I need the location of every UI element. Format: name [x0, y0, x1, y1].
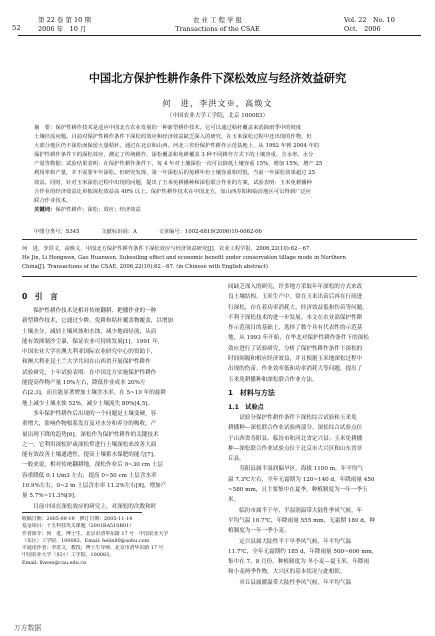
- keywords-text: 保护性耕作；深松；效应；经济效益: [55, 207, 141, 213]
- right-column-line: 作示范项目的基础上，选择了数个具有代表性的示范基: [228, 325, 363, 332]
- header-journal-cn: 农 业 工 程 学 报: [192, 16, 243, 24]
- abstract-line: 土壤径流问题。目前对保护性耕作条件下深松的效应和经济效益缺乏深入的研究，在玉米深松过程中还出现的作物，但: [34, 134, 312, 141]
- article-number: 文章编号：1002-6819(2006)10-0062-06: [158, 229, 262, 235]
- abstract-line: 大部分地区仍不深松而保留大量秸秆。通过在北京和山西、河北三省份保护性耕作示范基地上，从 1992 年到 2004 年的: [34, 143, 320, 150]
- right-column-line: 行深松，存在着功率消耗大、经济效益低和伤苗等问题。: [228, 304, 368, 311]
- citation-rule: [22, 276, 417, 277]
- left-column-line: 量 5.7%~11.3%[9]。: [22, 493, 80, 500]
- header-page-number: 52: [12, 24, 21, 32]
- section-1-heading: 1 材料与方法: [228, 389, 275, 397]
- left-column-line: 和澳大利亚昆士兰大学共同在山西省开展保护性耕作: [22, 359, 151, 366]
- abstract-line: 效益。同时，针对玉米深松过程中出现的问题，提出了玉米免耕播种和深松联合作业的方案，试验表明：玉米免耕播种: [34, 179, 312, 186]
- header-date-cn: 2006 年 10 月: [38, 25, 87, 33]
- abstract-line: 产量等数据；试验结果表明：在保护性耕作条件下，每 4 年对土壤深松一次可以降低土壤容重 15%，增加 15%，增产 25: [34, 161, 323, 168]
- left-column-line: 右[2,3]，而且能显著增加土壤含水率，在 5~10 年的旋耕: [22, 390, 167, 397]
- right-column-line: 平均气温 10.7℃，年降雨量 555 mm，无霜期 180 d，种: [228, 517, 376, 524]
- right-column-line: 出现的伤苗、作业效率低和功率消耗大等问题，提出了: [228, 366, 363, 373]
- left-column-line: 重增大，影响作物根系发育及对水分和养分的吸收，产: [22, 421, 157, 428]
- footnote-line: 收稿日期：2005-09-19 修订日期：2005-11-14: [22, 516, 133, 522]
- section-1-1-heading: 1.1 试验点: [228, 404, 264, 411]
- header-volume-cn: 第 22 卷 第 10 期: [38, 16, 91, 24]
- paper-authors: 何 进，李洪文※，高焕文: [162, 98, 273, 108]
- left-column-line: 10.9%左右，0~2 m 土层含水率 11.2%左右[8]，增加产: [22, 483, 167, 490]
- right-column-line: 寿阳县属半湿润偏旱区，海拔 1100 m，年平均气: [228, 466, 363, 473]
- footnote-line: 中国农业大学（东区）工学院，100083。: [22, 552, 115, 559]
- left-column-line: 新型耕作技术，它通过少耕、免耕和秸秆覆盖物覆盖，以增加: [22, 318, 174, 325]
- right-column-line: 玉米免耕播种和深松联合作业方法。: [228, 376, 318, 383]
- left-column-line: 容重降低 0.1 t/m3 左右，提高 0~50 cm 土层含水率: [22, 472, 157, 479]
- left-column-line: 多年保护性耕作后出现的一个问题是土壤变硬，容: [22, 410, 157, 417]
- left-column-line: 一般来说，相对传统翻耕地，深松作业后 0~30 cm 土层: [22, 462, 164, 469]
- abstract-rule: [22, 239, 417, 240]
- right-column-line: 效应进行了试验研究，分析了保护性耕作条件下深松的: [228, 345, 363, 352]
- header-date-en: Oct. 2006: [344, 25, 381, 33]
- right-column-line: 时间间隔和相应经济效益，并且根据玉米地深松过程中: [228, 356, 363, 363]
- citation-block: [22, 245, 417, 272]
- abstract-line: 利用率和产量，并不需要年年深松。但研究发现，第一年深松后的免耕年份土壤容重相对低，当前一年深松效果超过 25: [34, 170, 316, 177]
- right-column-line: 和小麦两季作物。大兴区的基本状况与此相似。: [228, 569, 346, 576]
- footnote-line: Email: lhwen@cau.edu.cn: [22, 559, 87, 566]
- right-column-text-a: [228, 282, 422, 385]
- abstract-line: 保护性耕作条件下的深松效应，测定了传统耕作、深松覆盖和免耕覆盖 3 种不同耕作方式下的土壤容重、含水率、水分: [34, 152, 314, 159]
- abstract-line: 摘 要：保护性耕作技术是适应中国北方农业发展的一种新型耕作技术，它可以通过秸秆覆盖来消除雨季中的坡度: [34, 125, 302, 131]
- classification-line: [34, 227, 414, 235]
- right-column-line: 丘县。: [228, 456, 245, 463]
- right-column-text-b: [228, 413, 422, 588]
- left-column-line: 能有效抑制沙尘暴，保证农业可持续发展[1]。1991 年，: [22, 338, 164, 345]
- left-column-line: 地上减少土壤水蚀 52%，减少土壤流失 80%[4,5]。: [22, 400, 154, 407]
- right-column-line: 地，从 1993 年开始，在华北对保护性耕作条件下的深松: [228, 335, 369, 342]
- header-journal-en: Transactions of the CSAE: [175, 25, 260, 33]
- right-column-line: 试验分保护性耕作条件下深松综合试验和玉米免: [228, 415, 357, 421]
- footnotes: [22, 516, 218, 567]
- footnote-line: （东区）工学院，100083。Email: heiin80@sohu.com: [22, 537, 150, 544]
- left-column-line: 中国农业大学在澳大利亚国际农业研究中心的资助下，: [22, 349, 157, 356]
- header-rule: [18, 35, 421, 36]
- keywords-line: [34, 206, 408, 215]
- right-column-line: 11.7℃，全年无霜期约 185 d，年降雨量 500~600 mm，: [228, 548, 378, 555]
- right-column-line: 植制度为一年一季小麦。: [228, 528, 290, 535]
- abstract: [34, 124, 408, 206]
- right-column-line: 不利于深松技术的进一步发展。本文在农业部保护性耕: [228, 314, 363, 321]
- right-column-line: 集中在 7、8 月份，种植制度为 冬小麦—夏玉米。年降雨: [228, 559, 370, 566]
- right-column-line: 于山西省寿阳县、临汾市和河北省定兴县；玉米免耕播: [228, 435, 363, 442]
- footnote-rule: [22, 512, 142, 513]
- left-column-line: 能提高作物产量 10%左右，降低作业成本 20%左: [22, 380, 146, 387]
- citation-line: He Jin, Li Hongwen, Gao Huanwen. Subsoiling effect and economic benefit under conservation tillage mode in Northern: [22, 255, 346, 262]
- left-column-line: 量出现下降的趋势[6]。深松作为保护性耕作的关键技术: [22, 431, 159, 438]
- citation-line: 何 进，李洪文，高焕文．中国北方保护性耕作条件下深松效应与经济效益研究[J]．农业工程学报，2006,22(10):62－67．: [22, 246, 315, 252]
- citation-line: China[J]. Transactions of the CSAE, 2006,22(10):62－67. (in Chinese with English abstract): [22, 264, 268, 271]
- paper-title: 中国北方保护性耕作条件下深松效应与经济效益研究: [88, 72, 347, 85]
- right-column-line: 温 7.3℃左右，全年无霜期为 120~140 d，年降雨量 450: [228, 476, 375, 483]
- right-column-line: 临汾市属半干旱、半湿润温带大陆性季风气候，年: [228, 507, 363, 514]
- left-column-line: 试验研究，十年试验表明：在中国北方实施保护性耕作: [22, 369, 157, 376]
- left-column-line: 目前中国在深松效应的研究上，对深松的次数和时: [22, 503, 157, 510]
- watermark-text: 万方数据: [14, 624, 42, 632]
- paper-affiliation: （中国农业大学工学院，北京 100083）: [166, 113, 269, 119]
- left-column-line: 之一，它利用深松铲或深松犁进行土壤深松来改善大面: [22, 441, 157, 448]
- right-column-line: 米。: [228, 497, 240, 504]
- header-volume-en: Vol. 22 No. 10: [344, 16, 395, 24]
- document-code: 文献标识码：A: [101, 229, 137, 235]
- left-column-line: 土壤水分，减轻土壤风蚀和水蚀，减少地面径流，从而: [22, 328, 157, 335]
- abstract-line: 联合作业技术。: [34, 197, 72, 204]
- intro-heading: 0 引 言: [22, 292, 58, 301]
- left-column-line: 保护性耕作技术是相对传统翻耕、耙播作业的一种: [22, 308, 157, 314]
- footnote-line: 基金项目：十五科技攻关课题（2001BA510B01）: [22, 523, 135, 530]
- right-column-line: ~580 mm，且主要集中在夏季，种植制度为一年一季玉: [228, 487, 368, 494]
- right-column-line: 种—深松联合作业试验点位于北京市大兴区和山东省章: [228, 445, 363, 452]
- left-column-line: 能有效改善土壤通透性，提高土壤蓄水保肥的能力[7]。: [22, 452, 159, 459]
- right-column-line: 耕播种—深松联合作业试验两部分。深松综合试验点位: [228, 425, 363, 432]
- clc-number: 中图分类号：S345: [34, 229, 80, 235]
- right-column-line: 间缺乏深入的研究，许多地方采取年年深松的方式来改: [228, 284, 363, 290]
- keywords-label: 关键词：: [34, 207, 56, 213]
- abstract-line: 合作业的经济效益比单独深松效益高 40% 以上。保护性耕作技术在中国北方，如山西寿阳和临汾地区可以得到广泛应: [34, 188, 312, 195]
- left-column-text: [22, 306, 218, 512]
- right-column-line: 定兴县属大陆性半干旱季风气候，年平均气温: [228, 538, 352, 545]
- footnote-line: 作者简介：何 进，博士生，北京市清华东路 17 号 中国农业大学: [22, 530, 169, 537]
- footnote-line: ※通讯作者：李洪文，教授，博士生导师，北京市清华东路 17 号: [22, 545, 164, 552]
- right-column-line: 章丘县属暖温带大陆性季风气候，年平均气温: [228, 579, 352, 586]
- right-column-line: 良土壤结构。玉米生产中，常在玉米出苗后再在行间进: [228, 294, 363, 301]
